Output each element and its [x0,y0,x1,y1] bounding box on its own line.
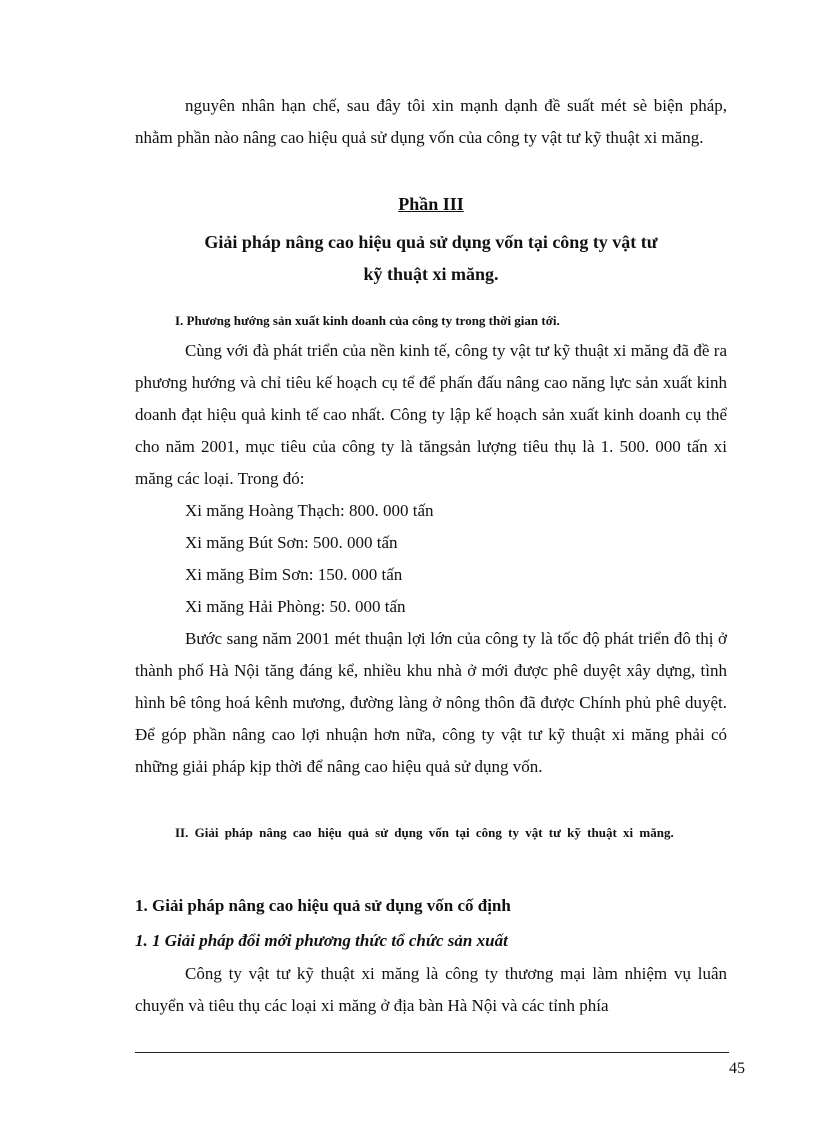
part-title-line-1: Giải pháp nâng cao hiệu quả sử dụng vốn tại công ty vật tư [204,232,658,252]
list-item: Xi măng Bút Sơn: 500. 000 tấn [185,533,398,552]
subsection-1-1-heading: 1. 1 Giải pháp đổi mới phương thức tổ chức sản xuất [135,931,508,950]
subsection-1-heading: 1. Giải pháp nâng cao hiệu quả sử dụng vốn cố định [135,896,511,915]
list-item: Xi măng Bỉm Sơn: 150. 000 tấn [185,565,403,584]
section-1-heading: I. Phương hướng sản xuất kinh doanh của công ty trong thời gian tới. [175,313,560,328]
section-2-heading: II. Giải pháp nâng cao hiệu quả sử dụng vốn tại công ty vật tư kỹ thuật xi măng. [175,825,674,840]
part-title-line-2: kỹ thuật xi măng. [363,264,499,284]
part-label: Phần III [398,194,464,214]
section-1-paragraph: Cùng với đà phát triển của nền kinh tế, công ty vật tư kỹ thuật xi măng đã đề ra phương hướng và chỉ tiêu kế hoạch cụ tể để phấn đấu nâng cao năng lực sản xuất kinh doanh đạt hiệu quả kinh tế cao nhất. Công ty lập kế hoạch sản xuất kinh doanh cụ thể cho năm 2001, mục tiêu của công ty là tăngsản lượng tiêu thụ là 1. 500. 000 tấn xi măng các loại. Trong đó: [135,341,727,488]
section-1-paragraph-2: Bước sang năm 2001 mét thuận lợi lớn của công ty là tốc độ phát triển đô thị ở thành phố Hà Nội tăng đáng kể, nhiều khu nhà ở mới được phê duyệt xây dựng, tình hình bê tông hoá kênh mương, đường làng ở nông thôn đã được Chính phủ phê duyệt. Để góp phần nâng cao lợi nhuận hơn nữa, công ty vật tư kỹ thuật xi măng phải có những giải pháp kịp thời để nâng cao hiệu quả sử dụng vốn. [135,629,727,776]
intro-paragraph: nguyên nhân hạn chế, sau đây tôi xin mạnh dạnh đề suất mét sè biện pháp, nhằm phần nào nâng cao hiệu quả sử dụng vốn của công ty vật tư kỹ thuật xi măng. [135,96,727,147]
list-item: Xi măng Hải Phòng: 50. 000 tấn [185,597,406,616]
section-2-paragraph: Công ty vật tư kỹ thuật xi măng là công ty thương mại làm nhiệm vụ luân chuyển và tiêu thụ các loại xi măng ở địa bàn Hà Nội và các tỉnh phía [135,964,727,1015]
list-item: Xi măng Hoàng Thạch: 800. 000 tấn [185,501,434,520]
page-number: 45 [729,1060,745,1077]
footer-rule [135,1052,729,1053]
